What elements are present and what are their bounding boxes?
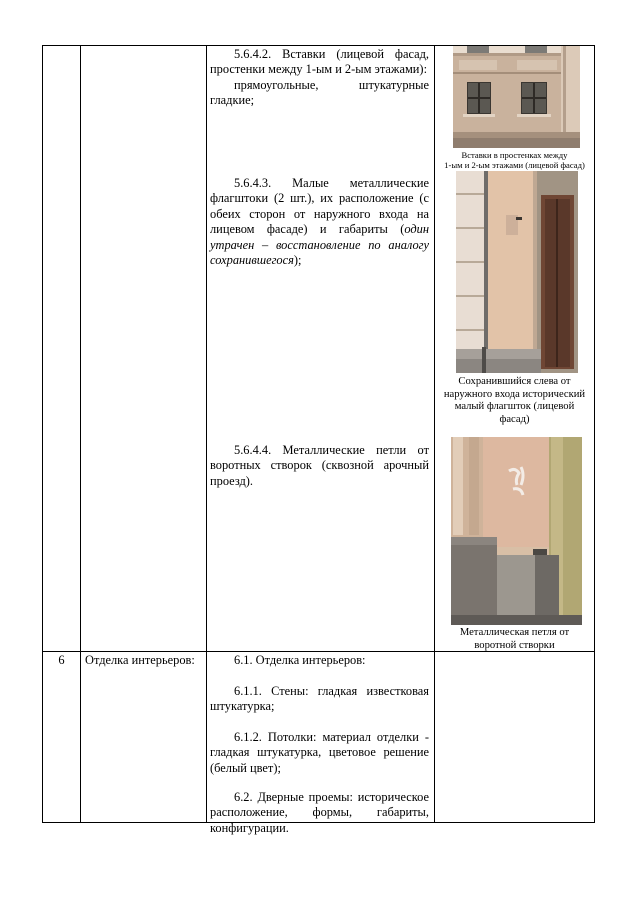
caption-line: наружного входа исторический (443, 388, 586, 400)
photo-caption-2 (436, 376, 593, 426)
item-title: 5.6.4.2. Вставки (лицевой фасад, простенки между 1-ым и 2-ым этажами): (210, 47, 429, 77)
item-5-6-4-2 (210, 47, 429, 109)
column-divider-2 (206, 45, 207, 823)
column-divider-3 (434, 45, 435, 823)
photo-caption-1 (436, 150, 593, 171)
item-text: 6.1.2. Потолки: материал отделки - гладкая штукатурка, цветовое решение (белый цвет); (210, 730, 429, 775)
caption-line: фасад) (499, 413, 530, 425)
column-divider-1 (80, 45, 81, 823)
item-6-1 (210, 653, 429, 668)
row-name: Отделка интерьеров: (85, 653, 195, 667)
caption-line: Металлическая петля от (459, 627, 570, 638)
flagpole-photo (456, 171, 578, 373)
item-5-6-4-3 (210, 176, 429, 268)
italic-note: один утрачен – восстановление по аналогу сохранившегося (210, 222, 429, 268)
caption-line: 1-ым и 2-ым этажами (лицевой фасад) (444, 160, 585, 171)
caption-line: малый флагшток (лицевой (454, 401, 575, 413)
caption-line: Сохранившийся слева от (458, 376, 571, 387)
row-number: 6 (58, 653, 65, 667)
item-title: 5.6.4.3. Малые металлические флагштоки (2 шт.), их расположение (с обеих сторон от наружного входа на лицевом фасаде) и габариты ( (210, 176, 429, 237)
item-6-2 (210, 790, 429, 836)
item-6-1-1 (210, 684, 429, 715)
item-tail: ); (293, 253, 302, 268)
item-5-6-4-4 (210, 443, 429, 489)
item-detail: прямоугольные, штукатурные гладкие; (210, 77, 429, 108)
caption-line: Вставки в простенках между (461, 150, 568, 160)
photo-caption-3 (436, 627, 593, 652)
caption-line: воротной створки (474, 639, 555, 651)
gate-hinge-photo (451, 437, 582, 625)
item-text (210, 176, 429, 268)
item-title: 5.6.4.4. Металлические петли от воротных створок (сквозной арочный проезд). (210, 443, 429, 488)
item-text: 6.1. Отделка интерьеров: (234, 653, 366, 667)
facade-insets-photo (453, 46, 580, 148)
table-right-border (594, 45, 595, 823)
table-left-border (42, 45, 43, 823)
item-6-1-2 (210, 730, 429, 776)
item-text: 6.1.1. Стены: гладкая известковая штукатурка; (210, 684, 429, 714)
item-text: 6.2. Дверные проемы: историческое расположение, формы, габариты, конфигурации. (210, 790, 429, 835)
